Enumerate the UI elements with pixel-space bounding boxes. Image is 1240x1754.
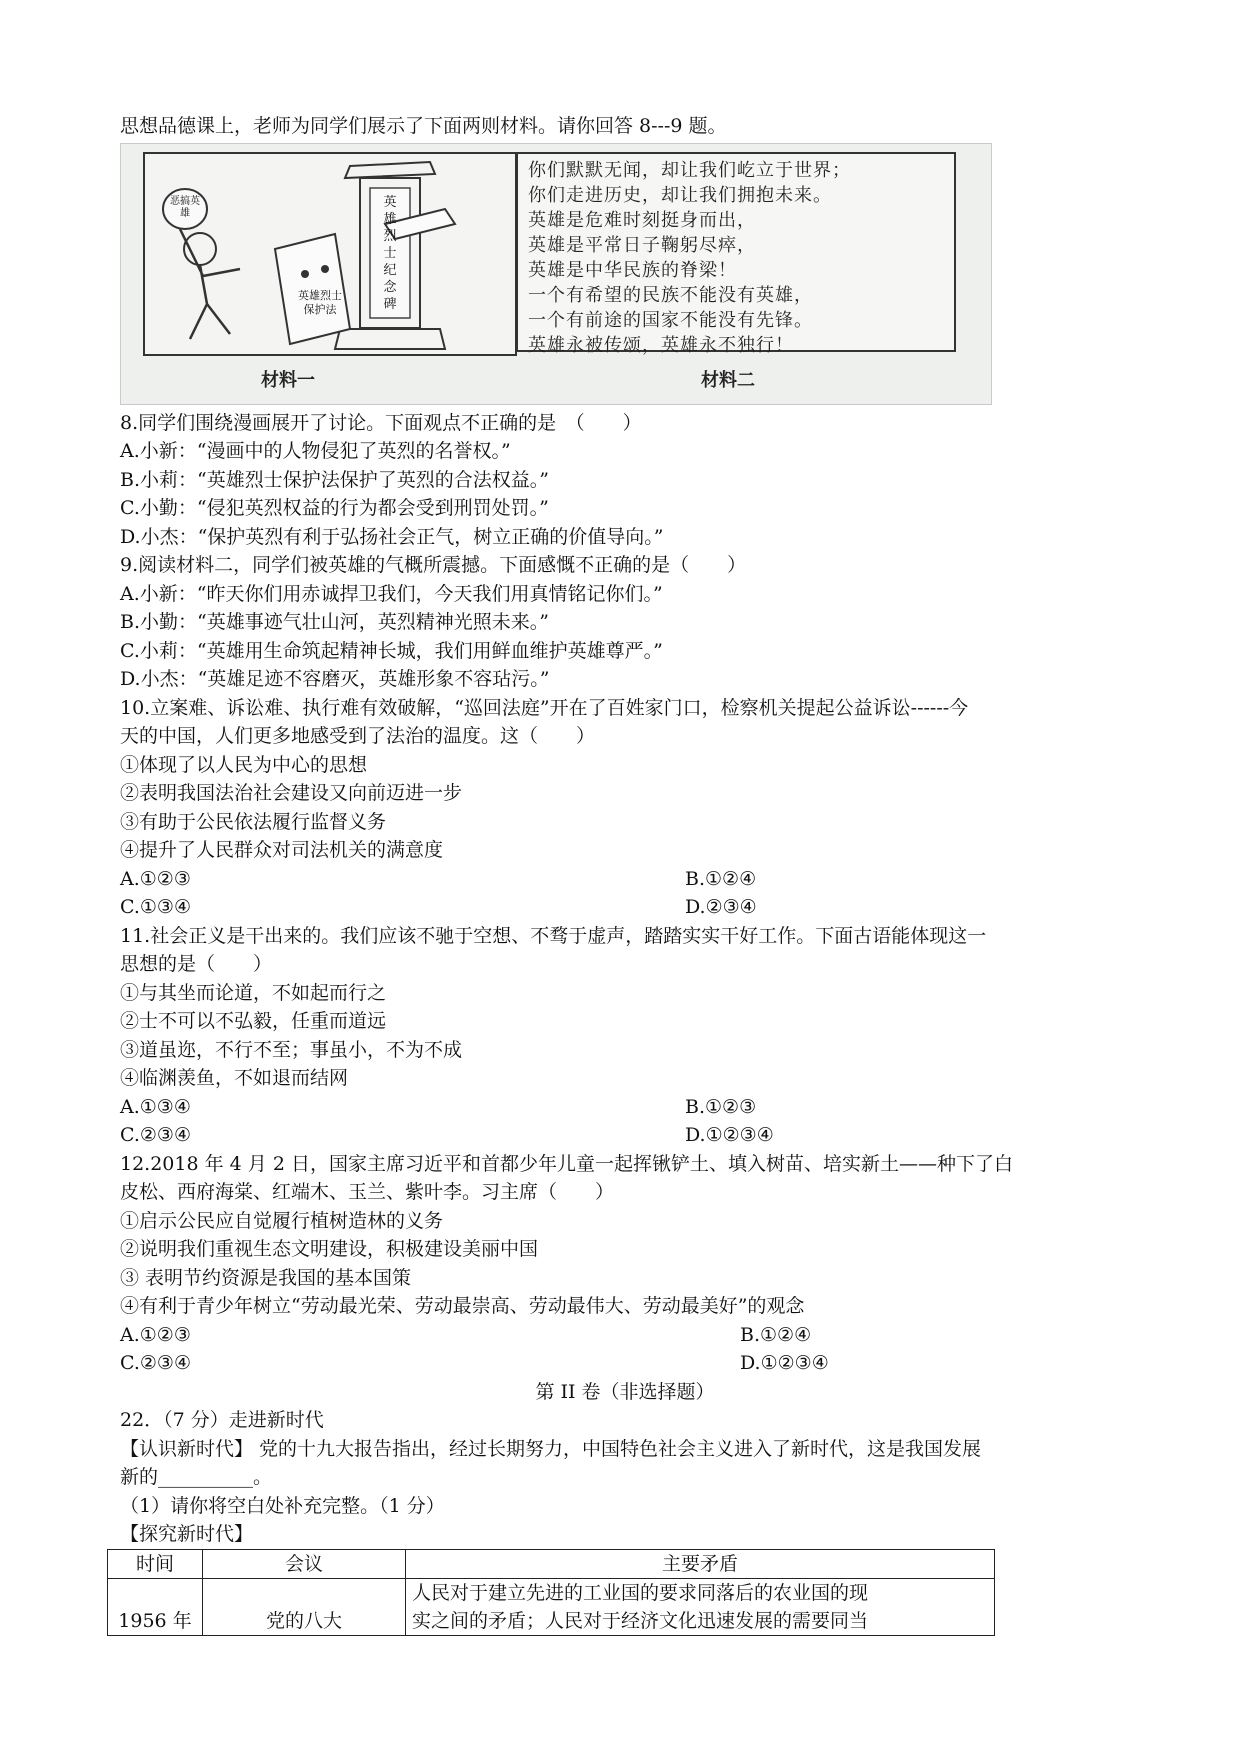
q11-statement-2: ②士不可以不弘毅，任重而道远	[120, 1010, 387, 1032]
q10-statement-2: ②表明我国法治社会建设又向前迈进一步	[120, 782, 463, 804]
table-header-time: 时间	[108, 1549, 203, 1578]
cartoon-drawing	[145, 154, 515, 354]
fan-label: 恶搞英雄	[170, 195, 200, 219]
material2-caption: 材料二	[701, 369, 755, 391]
poem-line: 你们默默无闻，却让我们屹立于世界；	[528, 159, 851, 181]
q11-option-d: D.①②③④	[685, 1124, 774, 1146]
q22-section-explore: 【探究新时代】	[120, 1523, 254, 1545]
q12-options-row2	[120, 1349, 1130, 1378]
intro-text: 思想品德课上，老师为同学们展示了下面两则材料。请你回答 8---9 题。	[120, 115, 727, 137]
q8-option-c: C.小勤：“侵犯英烈权益的行为都会受到刑罚处罚。”	[120, 497, 549, 519]
q10-option-c: C.①③④	[120, 896, 191, 918]
poem-line: 英雄是中华民族的脊梁！	[528, 259, 737, 281]
q12-statement-1: ①启示公民应自觉履行植树造林的义务	[120, 1209, 444, 1232]
poem-line: 一个有前途的国家不能没有先锋。	[528, 309, 813, 331]
q10-options-row1	[120, 865, 1130, 894]
q11-statement-3: ③道虽迩，不行不至；事虽小，不为不成	[120, 1038, 463, 1061]
q10-statement-4: ④提升了人民群众对司法机关的满意度	[120, 839, 444, 861]
q10-stem-line1: 10.立案难、诉讼难、执行难有效破解，“巡回法庭”开在了百姓家门口，检察机关提起公益诉讼------今	[120, 696, 969, 719]
material1-cartoon	[143, 152, 517, 356]
q11-options-row2	[120, 1121, 1130, 1150]
q12-option-a: A.①②③	[120, 1323, 191, 1346]
table-row	[108, 1578, 995, 1635]
q8-stem: 8.同学们围绕漫画展开了讨论。下面观点不正确的是 （ ）	[120, 411, 642, 434]
q12-option-c: C.②③④	[120, 1352, 191, 1374]
q9-option-b: B.小勤：“英雄事迹气壮山河，英烈精神光照未来。”	[120, 611, 549, 633]
q10-options-row2	[120, 893, 1130, 922]
q10-statement-3: ③有助于公民依法履行监督义务	[120, 810, 387, 833]
q22-title: 22．（7 分）走进新时代	[120, 1409, 324, 1431]
contradiction-line: 人民对于建立先进的工业国的要求同落后的农业国的现	[412, 1581, 869, 1604]
table-header-row	[108, 1549, 995, 1578]
q12-stem-line2: 皮松、西府海棠、红端木、玉兰、紫叶李。习主席（ ）	[120, 1181, 615, 1203]
q9-option-d: D.小杰：“英雄足迹不容磨灭，英雄形象不容玷污。”	[120, 668, 550, 690]
table-cell-meeting: 党的八大	[203, 1578, 406, 1635]
q11-statement-4: ④临渊羡鱼，不如退而结网	[120, 1067, 349, 1089]
q12-options-row1	[120, 1321, 1130, 1350]
exam-page	[120, 112, 1130, 1636]
q22-subquestion-1: （1）请你将空白处补充完整。（1 分）	[120, 1494, 445, 1517]
q12-stem-line1: 12.2018 年 4 月 2 日，国家主席习近平和首都少年儿童一起挥锹铲土、填入树苗、培实新土——种下了白	[120, 1152, 1013, 1175]
contradiction-table	[107, 1549, 995, 1636]
q12-statement-3: ③ 表明节约资源是我国的基本国策	[120, 1266, 412, 1289]
q12-option-d: D.①②③④	[740, 1352, 829, 1374]
table-header-contradiction: 主要矛盾	[406, 1549, 995, 1578]
table-header-meeting: 会议	[203, 1549, 406, 1578]
contradiction-line: 实之间的矛盾；人民对于经济文化迅速发展的需要同当	[412, 1609, 869, 1632]
material1-caption: 材料一	[261, 369, 315, 391]
q10-option-b: B.①②④	[685, 867, 757, 890]
table-cell-time: 1956 年	[108, 1578, 203, 1635]
q11-statement-1: ①与其坐而论道，不如起而行之	[120, 981, 387, 1004]
q12-statement-2: ②说明我们重视生态文明建设，积极建设美丽中国	[120, 1238, 539, 1260]
q11-options-row1	[120, 1093, 1130, 1122]
q9-stem: 9.阅读材料二，同学们被英雄的气概所震撼。下面感慨不正确的是（ ）	[120, 554, 747, 576]
part2-title: 第 II 卷（非选择题）	[535, 1380, 715, 1403]
poem-line: 英雄是平常日子鞠躬尽瘁，	[528, 234, 756, 256]
q11-stem-line2: 思想的是（ ）	[120, 953, 273, 975]
poem-line: 英雄永被传颂，英雄永不独行！	[528, 334, 794, 356]
q12-option-b: B.①②④	[740, 1323, 812, 1346]
q9-option-c: C.小莉：“英雄用生命筑起精神长城，我们用鲜血维护英雄尊严。”	[120, 639, 663, 662]
q8-option-a: A.小新：“漫画中的人物侵犯了英烈的名誉权。”	[120, 440, 511, 462]
table-cell-contradiction	[406, 1578, 995, 1635]
q11-option-c: C.②③④	[120, 1124, 191, 1146]
poem-line: 英雄是危难时刻挺身而出，	[528, 209, 756, 231]
q11-option-b: B.①②③	[685, 1095, 757, 1118]
q22-line1: 【认识新时代】 党的十九大报告指出，经过长期努力，中国特色社会主义进入了新时代，这是我国发展	[120, 1437, 982, 1460]
q8-option-d: D.小杰：“保护英烈有利于弘扬社会正气，树立正确的价值导向。”	[120, 525, 664, 548]
poem-line: 一个有希望的民族不能没有英雄，	[528, 284, 813, 306]
q8-option-b: B.小莉：“英雄烈士保护法保护了英烈的合法权益。”	[120, 468, 549, 491]
q10-option-a: A.①②③	[120, 867, 191, 890]
book-label: 英雄烈士保护法	[298, 288, 342, 316]
q11-option-a: A.①③④	[120, 1095, 191, 1118]
q11-stem-line1: 11.社会正义是干出来的。我们应该不驰于空想、不骛于虚声，踏踏实实干好工作。下面古语能体现这一	[120, 924, 987, 947]
poem-line: 你们走进历史，却让我们拥抱未来。	[528, 184, 832, 206]
q9-option-a: A.小新：“昨天你们用赤诚捍卫我们，今天我们用真情铭记你们。”	[120, 582, 663, 605]
q10-statement-1: ①体现了以人民为中心的思想	[120, 753, 368, 776]
q10-stem-line2: 天的中国，人们更多地感受到了法治的温度。这（ ）	[120, 725, 596, 747]
q10-option-d: D.②③④	[685, 896, 757, 918]
monument-label: 英雄烈士纪念碑	[383, 194, 397, 312]
q12-statement-4: ④有利于青少年树立“劳动最光荣、劳动最崇高、劳动最伟大、劳动最美好”的观念	[120, 1295, 805, 1317]
materials-figure	[120, 143, 992, 405]
q22-line2: 新的__________。	[120, 1466, 273, 1488]
material2-poem	[516, 152, 956, 356]
